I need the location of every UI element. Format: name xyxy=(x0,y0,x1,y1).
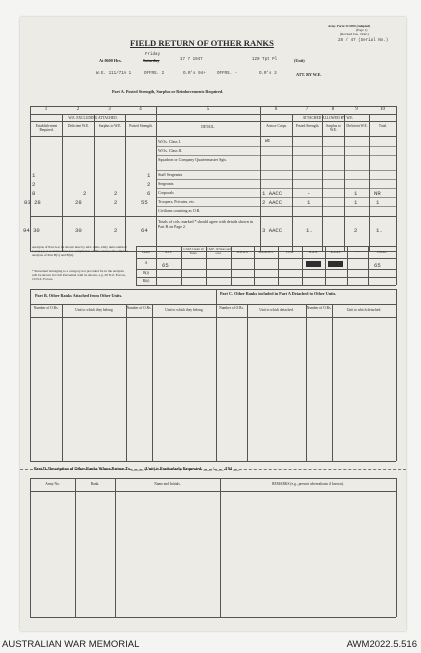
total-total: 1. xyxy=(376,227,383,234)
part-d-header: Rank. xyxy=(90,482,100,486)
part-b-header: Unit to which they belong xyxy=(165,308,203,312)
col-number: 6 xyxy=(274,107,278,112)
part-b-header: Number of O.Rs. xyxy=(126,306,152,310)
part-b-header: Number of O.Rs. xyxy=(33,306,59,310)
detail-header: DETAIL. xyxy=(201,125,215,129)
part-b-header: Unit to which they belong xyxy=(75,308,113,312)
row-establishment: 8 xyxy=(32,190,36,197)
part-a-title: Part A. Posted Strength, Surplus or Reinforcements Required. xyxy=(112,89,224,94)
analysis-header: A.A.M.W.S. xyxy=(258,250,274,254)
row-establishment: 83 28 xyxy=(24,199,41,206)
analysis-header: C.M.F. 19 Years and over. xyxy=(206,247,231,255)
row-posted: 6 xyxy=(147,190,151,197)
analysis-total-value: 65 xyxy=(374,262,381,269)
row-deficient-att: 1 xyxy=(354,190,358,197)
col-number: 1 xyxy=(44,107,48,112)
archive-name: AUSTRALIAN WAR MEMORIAL xyxy=(2,639,140,650)
row-arm: WE xyxy=(265,140,271,144)
row-arm: 1 AACC xyxy=(262,190,283,197)
analysis-row-label: B(ii) xyxy=(142,279,150,283)
col-number: 8 xyxy=(331,107,335,112)
row-total: 1 xyxy=(376,199,380,206)
analysis-note: * Personnel belonging to a category not provided for in the analysis will be shown in Civil Personnel with be shown, e.g. 26 N.Z. Forces, 10 N.Z. Forces. xyxy=(32,269,126,281)
we-reference: W.E. 111/71A 1 xyxy=(96,72,132,76)
att-ors: O.R's 3 xyxy=(259,72,277,76)
col-header: Surplus to W.E. xyxy=(98,124,122,128)
row-establishment: 2 xyxy=(32,181,36,188)
total-surplus: 2 xyxy=(114,227,118,234)
analysis-text: Analysis of Part A to be shown here by ALL units. Only units entitled to pay ( ) or as instructions for compilation of this return will complete analysis of Part B(1) and B(ii). xyxy=(32,245,128,257)
part-d-header: Army No. xyxy=(45,482,60,486)
redaction-mark xyxy=(306,261,321,267)
row-arm: 2 AACC xyxy=(262,199,283,206)
att-by-we: ATT. BY W.E. xyxy=(296,72,322,77)
analysis-aif-value: 65 xyxy=(162,262,169,269)
total-posted-att: 1. xyxy=(306,227,313,234)
part-d-title: Part D. Description of Other Ranks Whose Return To ______ (Unit) is Particularly Requested. ____ / ____ /194 ___ xyxy=(34,466,240,471)
col-header: Surplus to W.E. xyxy=(326,124,341,132)
form-sheet xyxy=(20,17,406,631)
row-label: Civilians counting as O.R. xyxy=(158,208,201,213)
analysis-header: * * xyxy=(355,250,360,254)
row-establishment: 1 xyxy=(32,172,36,179)
we-ors: O.R's 94+ xyxy=(183,72,206,76)
day-printed: Saturday xyxy=(143,58,160,63)
row-deficient-att: 1 xyxy=(354,199,358,206)
part-b-title: Part B. Other Ranks Attached from Other Units. xyxy=(35,293,123,298)
unit-label: (Unit) xyxy=(294,58,305,63)
page-indicator: (Page 1) xyxy=(356,28,368,32)
day-typed: Friday xyxy=(145,53,161,57)
time-label: At 0600 Hrs. xyxy=(99,58,122,63)
col-number: 2 xyxy=(76,107,80,112)
col-number: 9 xyxy=(355,107,358,112)
analysis-header: CIVIL xyxy=(286,250,294,254)
row-posted: 2 xyxy=(147,181,151,188)
attached-allowed-header: ATTACHED ALLOWED BY W.E. xyxy=(302,116,354,120)
part-c-title: Part C. Other Ranks included in Part A Detached to Other Units. xyxy=(220,291,337,296)
return-date: 17 7 1947 xyxy=(180,58,203,62)
revised-date: (Revised Jan., 1942.) xyxy=(340,32,369,36)
row-label: W.Os. Class II. xyxy=(158,148,183,153)
part-d-header: Name and Initials. xyxy=(154,482,181,486)
part-c-header: Number of O.Rs. xyxy=(306,306,332,310)
total-posted: 64 xyxy=(141,227,148,234)
col-number: 7 xyxy=(305,107,309,112)
col-number: 4 xyxy=(139,107,142,112)
analysis-header: TOTAL. xyxy=(376,250,388,254)
analysis-row-label: B(i) xyxy=(143,271,149,275)
total-establishment: 94 30 xyxy=(23,227,40,234)
part-c-header: Unit to which detached. xyxy=(346,308,382,312)
unit-name: 120 Tpt Pl xyxy=(252,58,278,62)
row-posted: 55 xyxy=(141,199,148,206)
row-label: Corporals xyxy=(158,190,174,195)
we-excluding-header: W.E. EXCLUDING ATTACHED. xyxy=(68,116,118,120)
redaction-mark xyxy=(328,261,343,267)
analysis-header: A.I.F. xyxy=(165,250,172,254)
row-surplus: 2 xyxy=(114,190,118,197)
part-c-header: Number of O.Rs. xyxy=(219,306,244,310)
row-posted-att: - xyxy=(307,190,311,197)
row-deficient: 28 xyxy=(75,199,82,206)
form-title: FIELD RETURN OF OTHER RANKS xyxy=(130,38,274,48)
col-header: Deficient W.E. xyxy=(67,124,90,128)
analysis-row-label: A xyxy=(144,261,148,265)
analysis-header: R.A.N. xyxy=(309,250,318,254)
col-header: Establish-ment Required. xyxy=(35,124,58,132)
analysis-header: Detail xyxy=(142,250,150,254)
row-label: Squadron or Company Quartermaster Sgts. xyxy=(158,157,227,162)
col-header: Total. xyxy=(378,124,388,128)
totals-label: Totals of cols. marked * should agree with details shown in Part B on Page 2. xyxy=(158,219,253,229)
col-number: 3 xyxy=(108,107,111,112)
row-label: Troopers, Privates, etc. xyxy=(158,199,195,204)
archive-footer xyxy=(0,637,421,653)
col-header: Posted Strength. xyxy=(295,124,320,128)
total-deficient-att: 2 xyxy=(354,227,358,234)
row-label: Staff Sergeants xyxy=(158,172,183,177)
row-total: NR xyxy=(374,190,381,197)
col-header: Posted Strength. xyxy=(129,124,153,128)
part-d-header: REMARKS (e.g., present whereabouts if known). xyxy=(272,482,344,486)
form-number: Army Form W.3009 (Adapted) xyxy=(328,24,371,28)
row-posted-att: 1 xyxy=(307,199,311,206)
row-deficient: 2 xyxy=(83,190,87,197)
row-label: W.Os. Class I. xyxy=(158,139,181,144)
archive-id: AWM2022.5.516 xyxy=(346,639,417,650)
att-offrs: OFFRS. - xyxy=(217,72,238,76)
analysis-header: R.A.A.F. xyxy=(330,250,342,254)
row-posted: 1 xyxy=(147,172,151,179)
row-label: Sergeants xyxy=(158,181,174,186)
col-header: Arm or Corps. xyxy=(266,124,287,128)
total-arm: 3 AACC xyxy=(262,227,283,234)
col-number: 10 xyxy=(380,107,385,112)
col-number: 5 xyxy=(206,107,210,112)
row-surplus: 2 xyxy=(114,199,118,206)
analysis-header: C.M.F. Under 19 Years. xyxy=(183,247,204,255)
analysis-header: A.W.A.S. xyxy=(236,250,249,254)
total-deficient: 30 xyxy=(75,227,82,234)
we-offrs: OFFRS. 2 xyxy=(144,72,165,76)
part-c-header: Unit to which detached. xyxy=(259,308,294,312)
col-header: Deficient W.E. xyxy=(346,124,368,128)
serial-number: 28 / 47 (Serial No.) xyxy=(338,39,389,43)
